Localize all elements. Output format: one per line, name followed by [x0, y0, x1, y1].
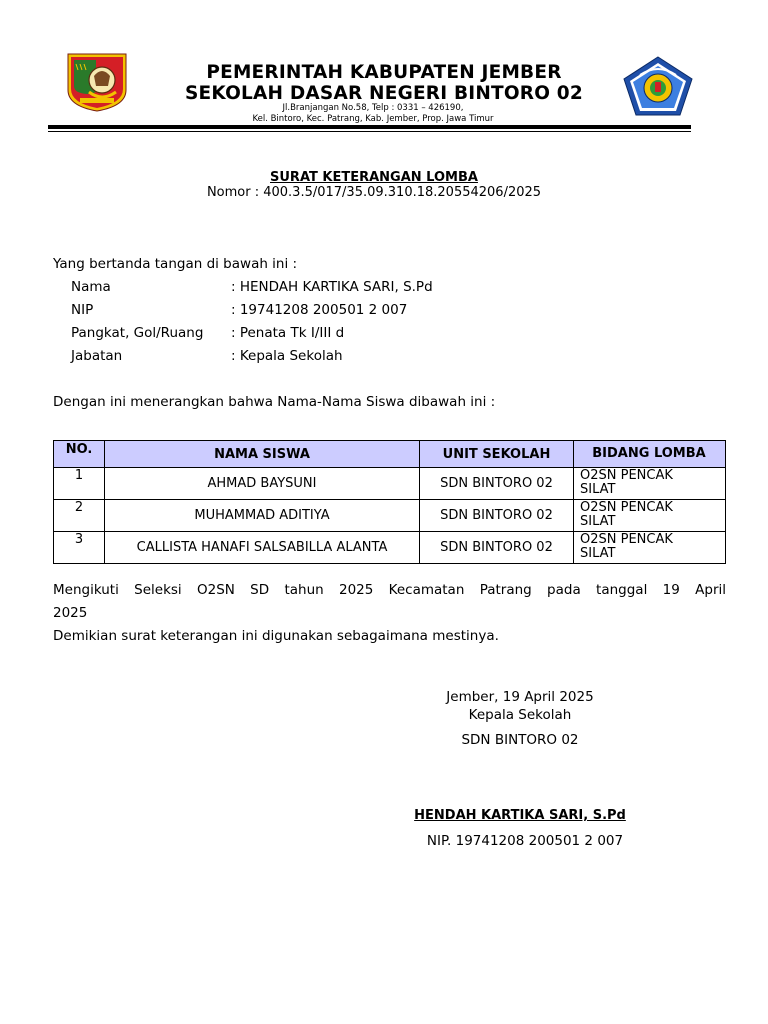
student-table	[53, 440, 726, 564]
header-divider-thin	[48, 131, 691, 132]
signature-nip: NIP. 19741208 200501 2 007	[426, 833, 624, 849]
cell-name: AHMAD BAYSUNI	[105, 468, 420, 500]
address-line-1: Jl.Branjangan No.58, Telp : 0331 – 426190,	[282, 103, 464, 113]
cell-unit: SDN BINTORO 02	[420, 468, 574, 500]
header-divider-thick	[48, 125, 691, 129]
cell-unit: SDN BINTORO 02	[420, 500, 574, 532]
table-row	[54, 500, 726, 532]
cell-bidang-line-1: O2SN PENCAK	[580, 500, 673, 515]
field-label-nama: Nama	[71, 279, 111, 295]
signature-position: Kepala Sekolah	[468, 707, 572, 723]
column-header-name: NAMA SISWA	[105, 441, 420, 468]
field-value-jabatan: : Kepala Sekolah	[231, 348, 343, 364]
table-row	[54, 532, 726, 564]
signature-school: SDN BINTORO 02	[461, 732, 579, 748]
field-value-pangkat: : Penata Tk I/III d	[231, 325, 345, 341]
field-label-nip: NIP	[71, 302, 94, 318]
intro-text: Yang bertanda tangan di bawah ini :	[53, 256, 298, 272]
cell-no: 3	[54, 532, 105, 564]
closing-line-1: Mengikuti Seleksi O2SN SD tahun 2025 Kecamatan Patrang pada tanggal 19 April	[53, 582, 726, 598]
field-value-nip: : 19741208 200501 2 007	[231, 302, 408, 318]
cell-no: 1	[54, 468, 105, 500]
cell-bidang-line-2: SILAT	[580, 546, 616, 561]
cell-no: 2	[54, 500, 105, 532]
cell-bidang-line-1: O2SN PENCAK	[580, 532, 673, 547]
address-line-2: Kel. Bintoro, Kec. Patrang, Kab. Jember, Prop. Jawa Timur	[252, 114, 494, 124]
signature-place-date: Jember, 19 April 2025	[446, 689, 594, 705]
statement-text: Dengan ini menerangkan bahwa Nama-Nama Siswa dibawah ini :	[53, 394, 496, 410]
field-label-jabatan: Jabatan	[71, 348, 123, 364]
letter-number: Nomor : 400.3.5/017/35.09.310.18.20554206/2025	[206, 185, 542, 200]
table-row	[54, 468, 726, 500]
cell-bidang-line-2: SILAT	[580, 514, 616, 529]
cell-bidang-line-1: O2SN PENCAK	[580, 468, 673, 483]
cell-name: CALLISTA HANAFI SALSABILLA ALANTA	[105, 532, 420, 564]
field-value-nama: : HENDAH KARTIKA SARI, S.Pd	[231, 279, 433, 295]
column-header-no: NO.	[54, 441, 105, 468]
cell-bidang-line-2: SILAT	[580, 482, 616, 497]
column-header-bidang: BIDANG LOMBA	[574, 441, 726, 468]
signature-name: HENDAH KARTIKA SARI, S.Pd	[414, 808, 626, 823]
closing-line-2: Demikian surat keterangan ini digunakan sebagaimana mestinya.	[53, 628, 499, 644]
cell-name: MUHAMMAD ADITIYA	[105, 500, 420, 532]
table-header-row	[54, 441, 726, 468]
school-heading: SEKOLAH DASAR NEGERI BINTORO 02	[185, 83, 583, 104]
closing-line-1-continued: 2025	[53, 605, 88, 621]
cell-bidang	[574, 532, 726, 564]
field-label-pangkat: Pangkat, Gol/Ruang	[71, 325, 204, 341]
column-header-unit: UNIT SEKOLAH	[420, 441, 574, 468]
government-heading: PEMERINTAH KABUPATEN JEMBER	[206, 62, 562, 83]
letter-title: SURAT KETERANGAN LOMBA	[270, 170, 478, 185]
cell-unit: SDN BINTORO 02	[420, 532, 574, 564]
cell-bidang	[574, 500, 726, 532]
cell-bidang	[574, 468, 726, 500]
